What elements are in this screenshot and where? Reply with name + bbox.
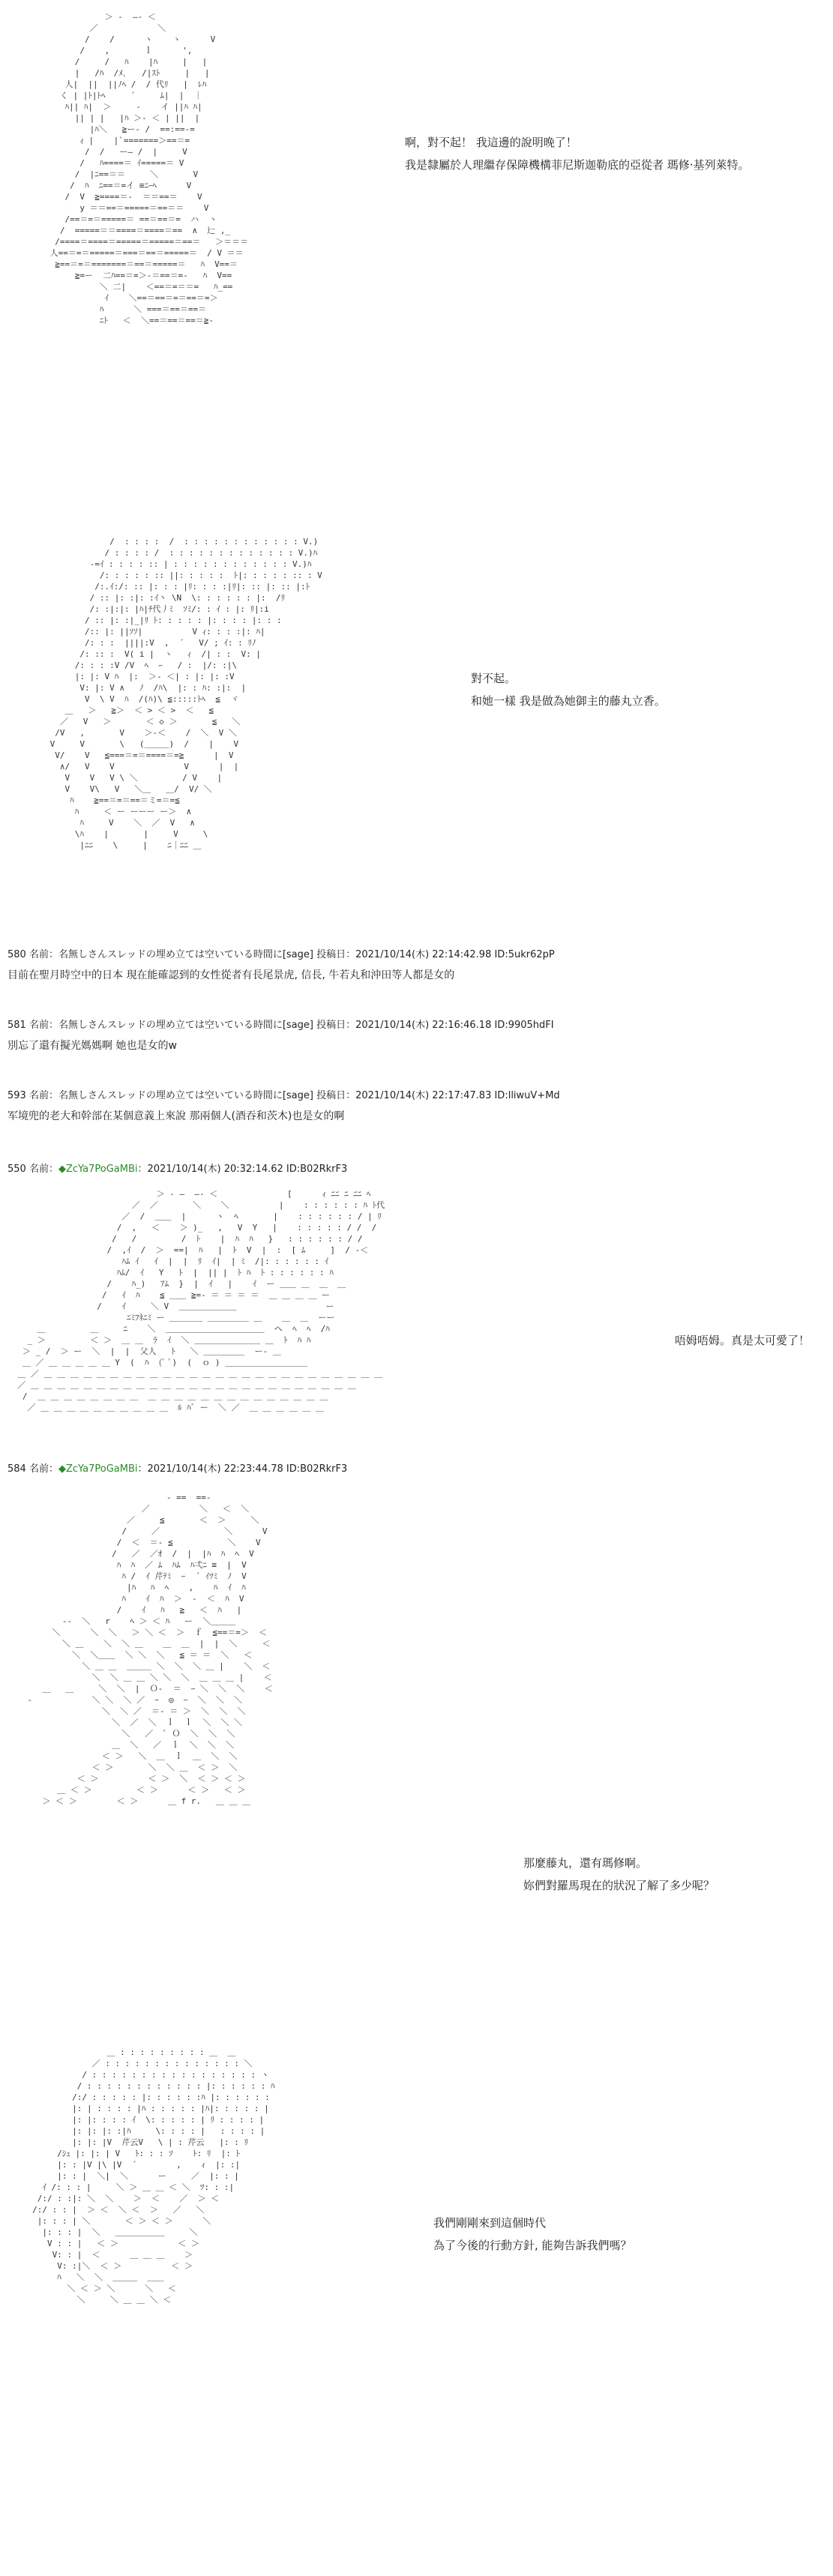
dialog-line: 我是隸屬於人理繼存保障機構菲尼斯迦勒底的亞從者 瑪修·基列萊特。 xyxy=(405,158,750,172)
author-post-header xyxy=(7,1460,347,1475)
dialog-scene2 xyxy=(471,667,666,712)
author-trip: ◆ZcYa7PoGaMBi xyxy=(58,1463,138,1475)
post-body: 別忘了還有擬光媽媽啊 她也是女的w xyxy=(7,1040,177,1052)
ascii-art-ritsuka: / : : : : / : : : : : : : : : : : : V.) / : : : : / : : : : : : : : : : : : : V.)ﾊ ‐=ｲ : : : : :: | : : : : : : : : : : : : V.)ﾊ /: : : : : :: ||: : : : : ﾄ|: : : : : :: : V /:.ｲ:/: :: |: : : |ﾘ: : : :|ﾘ|: :: |: :: |:ﾄ / :: |: :|: :ｲ丶 \N \: : : : : : |: /ﾘ /: :|:|: |ﾊ|ﾁ代丿ﾐ ｿﾐ/: : ｲ : |: ﾘ|:i / :: |: :|_|ﾘ ﾄ: : : : : |: : : : |: : : /:: |: ||ｿｿ| V ｨ: : : :|: ﾊ| /: : : ||||:V , ´ V/ ; ｲ: : ﾘﾉ /: :: : V( i | ヽ ｨ /| : : V: | /: : : :V /V ﾍ ｰ / : |/: :|\ |: |: V ﾊ |: ＞‐ ＜| : |: |: :V V: |: V ∧ ﾉ /ﾊ\ |: : ﾊ: :|: | V \ V ﾊ /(ﾊ)\ ≦:::::ﾄﾍ ≦ ヾ ＿ ＞ ≧＞ ＜ > ＜ > ＜ ≦ ／ V ＞ ＜ ◇ ＞ ≦ ＼ /V , V ＞‐＜ / ＼ V ＼ V V \ (＿＿＿) / | V V/ V ≦===＝=＝====＝=≧ | V ∧/ V V V | | V V V \ ＼ / V | V V\ V ＼＿ ＿/ V/ ＼ ﾊ ≧==＝=＝==＝ミ=＝=≦ ﾊ ＜ ー ーーー ー＞ ∧ ﾊ V ＼ ／ V ∧ \ﾊ | | V \ |ﾆﾆ \ | ﾆ｜ﾆﾆ ＿ xyxy=(49,537,322,850)
post-body: 目前在聖月時空中的日本 現在能確認到的女性從者有長尾景虎, 信長, 牛若丸和沖田等人都是女的 xyxy=(7,969,455,981)
post-header: 581 名前：名無しさんスレッドの埋め立ては空いている時間に[sage] 投稿日：2021/10/14(木) 22:16:46.18 ID:9905hdFI xyxy=(7,1020,554,1031)
dialog-line: 為了今後的行動方針, 能夠告訴我們嗎？ xyxy=(433,2239,632,2252)
ascii-art-mash: ＞ ‐ ―‐ ＜ ／ ＼ / / ヽ ヽ V / , ｌ ', / / ﾊ |ﾊ | | | /ﾊ /ﾒ､ /|ｽﾄ | | 人| || ||ﾉﾍ / / 代ﾘ | ﾚﾊ く | |ﾄ|ﾄﾍ ´ ﾑ| | ｜ ﾊ|| ﾊ| ＞ ‐ イ ||ﾊ ﾊ| || | | |ﾊ ＞- ＜ | || | |ﾊ＼ ≧ー‐ / ==:==‐= ｨ | |`=======＞==＝= / / ー― / | V / ﾊ====＝ ｲ=====＝ V / |ﾆ==＝＝ ＼ V / ﾊ ﾆ==＝=イ ≡ﾆｰﾍ V / V ≧====＝- ＝＝==＝ V y ＝＝==＝=====＝==＝＝ V /==＝=＝=====＝ ==＝==＝= ハ ヽ / =====＝＝====＝====＝== ∧ 辷 ,_ /====＝====＝=====＝=====＝==＝ ＞＝＝＝ 人==＝=＝=====＝===＝==＝=====＝ / V ＝＝ ≧==＝=＝=======＝==＝=====＝ ﾊ V==＝ ≧=ー 二ﾊ==＝=＞-＝==＝=- ﾊ V== ＼ 二| ＜==＝=＝＝= ﾊ_== ｲ ＼==＝==＝=＝==＝=＞ ﾊ ＼ ===＝==＝==＝ ﾆﾄ ＜ ＼==＝==＝==＝≧- xyxy=(49,12,249,325)
dialog-line: 對不起。 xyxy=(471,672,517,685)
dialog-line: 和她一樣 我是做為她御主的藤丸立香。 xyxy=(471,694,666,708)
dialog-line: 啊，對不起！ 我這邊的說明晚了！ xyxy=(405,136,577,149)
ascii-art-nero-lying: ＞ ‐ ― ―‐ ＜ [ ｨ ﾆﾆ ﾆ ﾆﾆ ﾍ ／ ／ ＼ ＼ | : : : : : : ﾊ ﾄ代 ／ / ＿＿ | ヽ ﾍ | : : : : : : / | ﾘ / , ＜ ＞ )_ , V Y | : : : : : / / / / / / ﾄ | ﾊ ﾊ } : : : : : : / / / ,ｲ / ＞ ==| ﾊ | ﾄ V | : [ ﾑ ] / ‐＜ ﾊﾑ ｲ ｲ | | ﾘ ｲ| | ﾐ /|: : : : : : ｲ ﾊﾑ/ ｲ Y ﾄ | || | ﾄ ﾊ ﾄ : : : : : : ﾊ / ﾊ_) ｱﾑ } | ｲ | ｲ ー ＿＿ ＿ ＿ ＿ / ｲ ﾊ ≦ ＿＿ ≧=‐ ＝ ＝ ＝ ＝ ＿ ＿ ＿ ＿ ー / ｲ ＼ V ＿＿＿＿＿＿＿ ー ﾆﾐﾌﾈﾆﾐ ー ＿＿＿＿ ＿＿＿＿＿ ＿ ＿ ＿ ーー ＿ ＿ ﾆ ＼ ＿＿＿＿＿＿＿＿＿＿＿＿ ヘ ﾍ ﾍ /ﾊ _ ＞ ＜ ＞ ＿ ＿ ﾗ ｲ ＼ ＿＿＿＿＿＿＿＿ ＿ ﾄ ﾊ ﾊ ＞ _ / ＞ ー ＼ | | 父人 ﾄ ＼ ＿＿＿＿＿ ー‐ ＿ ＿ ／ ＿ ＿ ＿ ＿ ＿ Y ( ﾊ (ﾟ ﾟ) ( ｏ ) ＿＿＿＿＿＿＿＿＿＿ ＿ ／ ＿ ＿ ＿ ＿ ＿ ＿ ＿ ＿ ＿ ＿ ＿ ＿ ＿ ＿ ＿ ＿ ＿ ＿ ＿ ＿ ＿ ＿ ＿ ＿ ＿ ＿ ／ ＿ ＿ ＿ ＿ ＿ ＿ ＿ ＿ ＿ ＿ ＿ ＿ ＿ ＿ ＿ ＿ ＿ ＿ ＿ ＿ ＿ ＿ ＿ ＿ ＿ / ＿ ＿ ＿ ＿ ＿ ＿ ＿ ＿ ＿ ＿ ＿ ＿ ＿ ＿ ＿ ＿ ＿ ＿ ＿ ＿ ＿ ＿ ／ ＿ ＿ ＿ ＿ ＿ ＿ ＿ ＿ ＿ ＿ ﾙ ﾊﾞ ー ＼ ／ ＿ ＿ ＿ ＿ ＿ ＿ xyxy=(17,1189,385,1412)
dialog-scene1 xyxy=(405,131,750,176)
post-header: 580 名前：名無しさんスレッドの埋め立ては空いている時間に[sage] 投稿日：2021/10/14(木) 22:14:42.98 ID:5ukr62pP xyxy=(7,949,555,960)
post-body: 军境兜的老大和幹部在某個意義上來說 那兩個人(酒吞和茨木)也是女的啊 xyxy=(7,1110,345,1122)
author-post-header xyxy=(7,1161,347,1175)
ascii-art-ritsuka-bust: ＿ : : : : : : : : : ＿ ＿ ／ : : : : : : : : : : : : : : ＼ / : : : : : : : : : : : : : : : : : ヽ / : : : : : : : : : : : : |: : : : : : ﾊ /:/ : : : : : |: : : : : :ﾊ |: : : : : : |: | : : : : |ﾊ : : : : : |ﾊ|: : : : : | |: |: : : : ｲ \: : : : : | ﾘ : : : : | |: |: |: :|ﾊ \: : : : | : : : : | |: |: |V 芹云V \ | : 芹云 |: : ﾘ /ｼｭ |: |: | V ﾄ: : : ｿ ﾄ: ﾘ |: ﾄ |: : |V |\ |V ´ , ｨ |: :| |: : | ＼| ＼ ー ／ |: : | ｲ /: : : | ＼ ＞ ＿ ＿ ＜ ＼ ﾂ: : :| /:/ : :|: ＼ ＼ ＞ ＜ ／ ＞ ＜ /:/ : : | ＞ ＜ ＼ ＜ ＞ ／ ＼ |: : : | ＼ ＜ ＞ ＜ ＞ ＼ |: : : | ＼ ＿＿＿＿＿＿ ＼ V : : | ＜ ＞ ＜ ＞ V: : | ＜ ＿ ＿ ＿ ＞ V: :|＼ ＜ ＞ ＜ ＞ ﾊ ＼ ＼ ＿＿＿ ＿＿ ＼ ＜ ＞ ＼ ＼ ＜ ＼ ＼ ＿ ＿ ＼ ＜ xyxy=(32,2047,275,2305)
dialog-line: 妳們對羅馬現在的狀況了解了多少呢？ xyxy=(523,1879,715,1892)
dialog-scene3 xyxy=(675,1329,810,1352)
post-date: ：2021/10/14(木) 20:32:14.62 ID:B02RkrF3 xyxy=(137,1164,348,1175)
post-number: 584 名前： xyxy=(7,1463,58,1475)
dialog-scene5 xyxy=(433,2212,632,2257)
author-trip: ◆ZcYa7PoGaMBi xyxy=(58,1164,138,1175)
dialog-scene4 xyxy=(523,1852,715,1897)
dialog-line: 唔姆唔姆。真是太可愛了！ xyxy=(675,1334,811,1347)
ascii-art-nero-standing: ‐ == ==‐ ／ ＼ ＜ ＼ ／ ≦ ＜ ＞ ＼ / ／ ＼ V / ＜ ＝‐ ≦ ＼ V / ／ ／ｵ / | |ﾊ ﾊ ﾍ V ﾊ ﾊ ／ ﾑ ﾊﾑ ﾊ弌ﾆ ≡ | V ﾊ / ｲ 芹ﾃﾐ ｰ ´ ｲﾂﾐ ﾉ V |ﾊ ﾊ ﾍ , ﾊ ｲ ﾊ ﾊ ｲ ﾊ ＞ ‐ ＜ ﾊ V / ｲ ﾊ ≧ ＜ ﾊ | ‐‐ ＼ r ﾍ ＞ ＜ ﾊ ー ＼＿＿＿ ＼ ＼ ＼ ＞ ＼ ＜ ＞ ｆ ≦==＝=＞ ＜ ＼ ＿ ＼ ＼ ＿ ＿ ＿ | | ＼ ＜ ＼ ＼＿＿ ＼ ＼ ＼ ≦ ＝ ＝ ＼ ＜ ＼ ＿ ＿ ＿＿＿ ＼ ＼ ＼ ＿ | ＼ ＜ ＼ ＼ ＿ ＿ ＼ ＼ ＼ ＿ ＿ ＿ | ＜ ＿ ＿ ＼ ＼ | Ｏ‐ ＝ ｰ ＼ ＼ ＼ ＜ ‐ ＼ ＼ ＼ ／ ｰ ◎ ｰ ＼ ＼ ＼ ＼ ＼ ／ ＝‐ ＝ ＞ ＼ ＼ ＼ ＼ ／ ＼ ｌ ｌ ＼ ＼ ＼ ＼ ／ ﾟ Ｏ ＼ ＼ ＼ ＿ ＼ ／ ｌ ＼ ＼ ＼ ＜ ＞ ＼ ＿ ｌ ＿ ＼ ＼ ＜ ＞ ＼ ＼ ＿ ＜ ＞ ＼ ＜ ＞ ＜ ＞ ＼ ＜ ＞ ＜ ＞ ＿ ＜ ＞ ＜ ＞ ＜ ＞ ＜ ＞ ＞ ＜ ＞ ＜ ＞ ＿ f r. ＿ ＿ ＿ xyxy=(27,1493,273,1806)
post-number: 550 名前： xyxy=(7,1164,58,1175)
dialog-line: 我們剛剛來到這個時代 xyxy=(433,2216,547,2230)
post-date: ：2021/10/14(木) 22:23:44.78 ID:B02RkrF3 xyxy=(137,1463,348,1475)
post-header: 593 名前：名無しさんスレッドの埋め立ては空いている時間に[sage] 投稿日：2021/10/14(木) 22:17:47.83 ID:lliwuV+Md xyxy=(7,1090,560,1101)
dialog-line: 那麼藤丸，還有瑪修啊。 xyxy=(523,1856,648,1870)
